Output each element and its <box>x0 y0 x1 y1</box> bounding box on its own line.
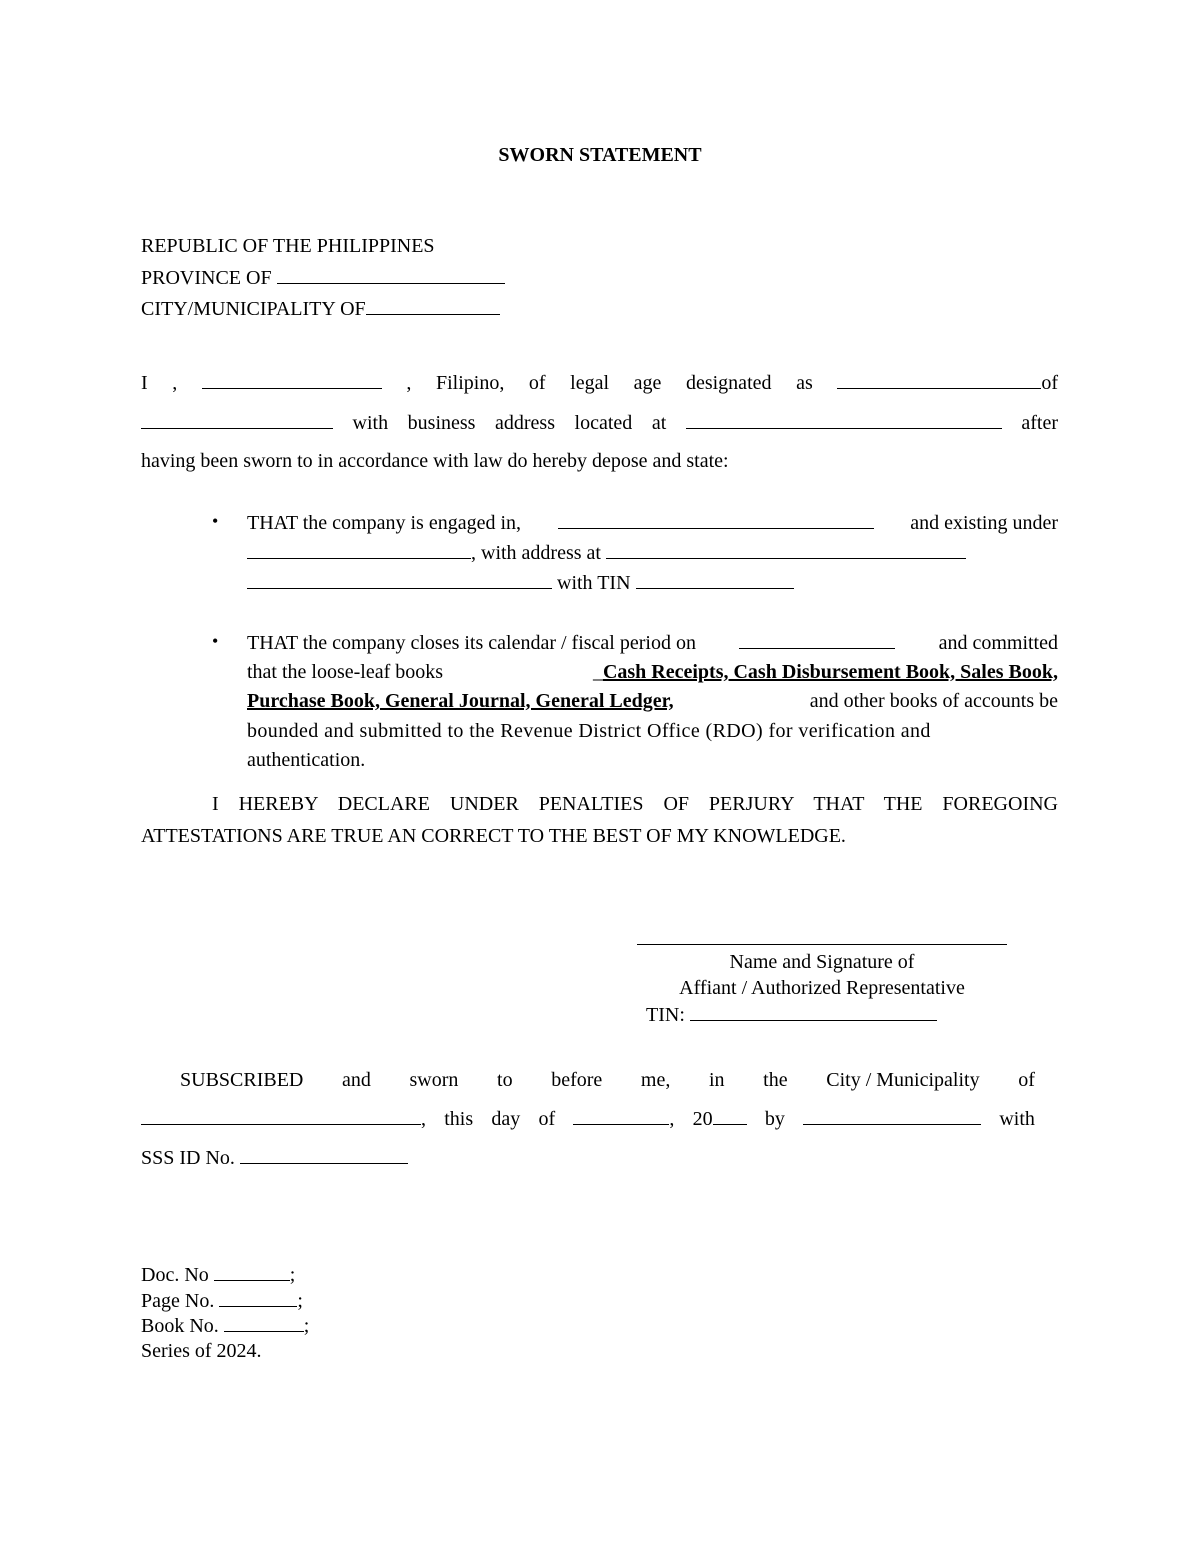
city-field[interactable] <box>366 296 500 315</box>
signature-caption-1: Name and Signature of <box>729 951 915 973</box>
bullet-2-line-4: bounded and submitted to the Revenue District Office (RDO) for verification and <box>247 720 931 742</box>
bullet-1-marker: • <box>212 511 219 531</box>
subscribed-line-1: SUBSCRIBED and sworn to before me, in the City / Municipality of <box>180 1069 1035 1091</box>
signature-line[interactable] <box>637 944 1007 945</box>
header-city <box>141 296 500 321</box>
business-address-field[interactable] <box>686 410 1002 429</box>
province-field[interactable] <box>277 265 505 284</box>
notary-page: Page No. ; <box>141 1290 303 1312</box>
company-field[interactable] <box>141 410 333 429</box>
intro-line-3: having been sworn to in accordance with law do hereby depose and state: <box>141 450 729 472</box>
company-tin-field[interactable] <box>636 570 794 589</box>
notary-doc: Doc. No ; <box>141 1264 296 1286</box>
bullet-1-line-3: with TIN <box>247 570 794 595</box>
header-republic: REPUBLIC OF THE PHILIPPINES <box>141 235 435 257</box>
sss-id-field[interactable] <box>240 1145 408 1164</box>
books-list-cont: Purchase Book, General Journal, General Ledger, <box>247 690 674 712</box>
affiant-name-field[interactable] <box>202 370 382 389</box>
doc-no-field[interactable] <box>214 1262 290 1281</box>
bullet-2-marker: • <box>212 631 219 651</box>
subscribed-by-field[interactable] <box>803 1106 981 1125</box>
fiscal-period-field[interactable] <box>739 630 895 649</box>
city-label: CITY/MUNICIPALITY OF <box>141 298 366 320</box>
notary-book: Book No. ; <box>141 1315 310 1337</box>
subscribed-day-field[interactable] <box>573 1106 669 1125</box>
signature-caption-2: Affiant / Authorized Representative <box>679 977 965 999</box>
company-address-field-2[interactable] <box>247 570 552 589</box>
existing-under-field[interactable] <box>247 540 471 559</box>
header-province <box>141 265 505 290</box>
bullet-2-line-2: that the loose-leaf books _Cash Receipts, Cash Disbursement Book, Sales Book, <box>247 661 1058 683</box>
bullet-2-line-1: THAT the company closes its calendar / fiscal period on and committed <box>247 632 1058 654</box>
province-label: PROVINCE OF <box>141 267 272 289</box>
engaged-in-field[interactable] <box>558 510 874 529</box>
subscribed-city-field[interactable] <box>141 1106 421 1125</box>
subscribed-line-2: , this day of , 20 by with <box>141 1106 1035 1131</box>
company-address-field[interactable] <box>606 540 966 559</box>
subscribed-line-3: SSS ID No. <box>141 1145 408 1170</box>
subscribed-year-field[interactable] <box>713 1106 747 1125</box>
signature-tin: TIN: <box>646 1002 937 1027</box>
page-no-field[interactable] <box>219 1288 297 1307</box>
books-list: Cash Receipts, Cash Disbursement Book, Sales Book, <box>602 661 1058 683</box>
bullet-2-line-5: authentication. <box>247 749 366 771</box>
intro-line-2: with business address located at after <box>141 410 1058 435</box>
bullet-1-line-2: , with address at <box>247 540 966 565</box>
notary-series: Series of 2024. <box>141 1340 262 1362</box>
bullet-2-line-3: Purchase Book, General Journal, General Ledger, and other books of accounts be <box>247 690 1058 712</box>
intro-line-1: I , , Filipino, of legal age designated as of <box>141 372 1058 394</box>
declaration-line-2: ATTESTATIONS ARE TRUE AN CORRECT TO THE BEST OF MY KNOWLEDGE. <box>141 825 846 847</box>
declaration-line-1: I HEREBY DECLARE UNDER PENALTIES OF PERJURY THAT THE FOREGOING <box>212 793 1058 815</box>
affiant-tin-field[interactable] <box>690 1002 937 1021</box>
book-no-field[interactable] <box>224 1313 304 1332</box>
page-title: SWORN STATEMENT <box>498 144 702 166</box>
bullet-1-line-1: THAT the company is engaged in, and existing under <box>247 512 1058 534</box>
designation-field[interactable] <box>837 370 1041 389</box>
